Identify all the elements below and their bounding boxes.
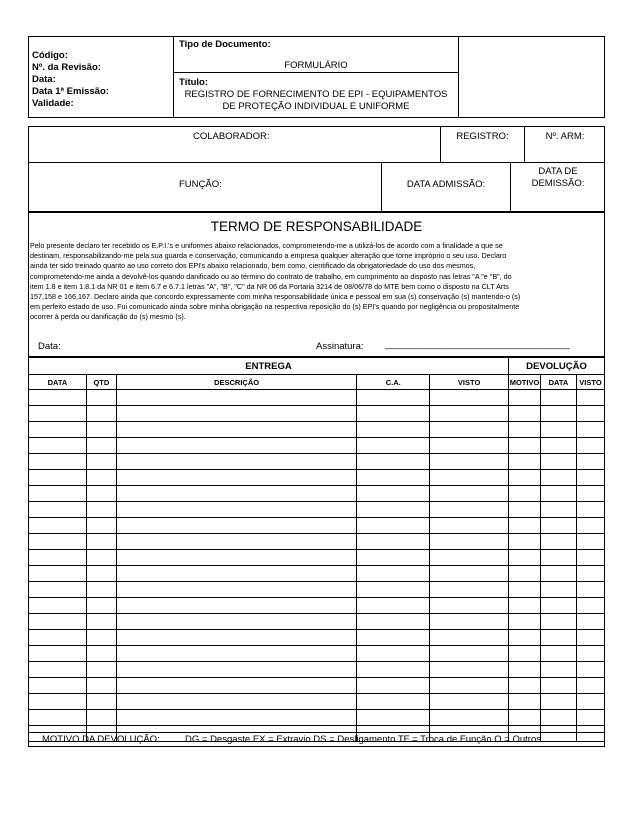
table-cell[interactable] [29,630,87,646]
termo-line: destinam, responsabilizando-me pela sua guarda e conservação, comunicando a empresa qualquer alteração que torne impróprio o seu uso. Declaro [30,251,507,261]
validade-label: Validade: [32,98,74,109]
table-cell[interactable] [357,662,430,678]
table-row [29,438,605,454]
col-visto: VISTO [430,375,509,390]
table-cell[interactable] [116,534,356,550]
table-cell[interactable] [576,678,604,694]
table-cell[interactable] [576,550,604,566]
table-cell[interactable] [430,486,509,502]
table-row [29,406,605,422]
table-cell[interactable] [576,662,604,678]
table-cell[interactable] [509,646,541,662]
col-data: DATA [29,375,87,390]
column-header-row [29,375,605,390]
table-cell[interactable] [576,518,604,534]
table-cell[interactable] [509,630,541,646]
table-cell[interactable] [541,406,577,422]
table-row [29,694,605,710]
table-cell[interactable] [576,534,604,550]
termo-title: TERMO DE RESPONSABILIDADE [210,219,423,234]
table-cell[interactable] [541,390,577,406]
entrega-header: ENTREGA [29,358,509,375]
table-cell[interactable] [430,550,509,566]
table-cell[interactable] [576,630,604,646]
table-cell[interactable] [509,502,541,518]
table-cell[interactable] [509,454,541,470]
table-cell[interactable] [29,598,87,614]
table-cell[interactable] [86,518,116,534]
epi-table [28,357,605,742]
table-cell[interactable] [86,710,116,726]
table-cell[interactable] [29,710,87,726]
table-cell[interactable] [509,550,541,566]
table-cell[interactable] [357,614,430,630]
table-cell[interactable] [86,694,116,710]
devolucao-header: DEVOLUÇÃO [509,358,605,375]
table-cell[interactable] [116,470,356,486]
table-cell[interactable] [576,710,604,726]
table-cell[interactable] [116,486,356,502]
footer-legend: DG = Desgaste EX = Extravio DS = Desligamento TF = Troca de Função O = Outros [185,734,541,745]
table-cell[interactable] [509,582,541,598]
data-label: Data: [32,74,56,85]
table-cell[interactable] [357,534,430,550]
col-data-dev: DATA [541,375,577,390]
table-cell[interactable] [430,566,509,582]
demissao-line-1: DATA DE [538,166,578,177]
table-cell[interactable] [357,406,430,422]
table-cell[interactable] [116,518,356,534]
table-cell[interactable] [29,614,87,630]
table-cell[interactable] [541,454,577,470]
table-cell[interactable] [86,470,116,486]
table-cell[interactable] [116,550,356,566]
table-cell[interactable] [116,614,356,630]
termo-line: Pelo presente declaro ter recebido os E.P.I.'s e uniformes abaixo relacionados, comprometendo-me a utilizá-los de acordo com a finalidade a que se [30,241,503,250]
table-cell[interactable] [576,454,604,470]
table-cell[interactable] [357,502,430,518]
table-cell[interactable] [29,390,87,406]
table-row [29,582,605,598]
table-cell[interactable] [86,646,116,662]
table-cell[interactable] [430,630,509,646]
assinatura-line[interactable]: ___________________________________ [385,339,570,350]
table-cell[interactable] [29,534,87,550]
table-row [29,678,605,694]
table-cell[interactable] [86,566,116,582]
table-cell[interactable] [430,390,509,406]
table-cell[interactable] [430,406,509,422]
table-row [29,486,605,502]
header-left-fields [32,50,172,110]
arm-label: Nº. ARM: [545,131,585,142]
header-divider-h [173,72,458,73]
revisao-label: Nº. da Revisão: [32,62,101,73]
table-cell[interactable] [430,502,509,518]
table-cell[interactable] [86,406,116,422]
table-cell[interactable] [86,614,116,630]
table-cell[interactable] [29,694,87,710]
emissao-label: Data 1ª Emissão: [32,86,109,97]
table-cell[interactable] [509,598,541,614]
title-line-1: REGISTRO DE FORNECIMENTO DE EPI - EQUIPAMENTOS [184,89,448,100]
table-row [29,550,605,566]
table-cell[interactable] [29,662,87,678]
table-cell[interactable] [541,534,577,550]
table-cell[interactable] [86,486,116,502]
table-row [29,598,605,614]
table-cell[interactable] [509,486,541,502]
table-row [29,422,605,438]
termo-line: ainda ter sido treinado quanto ao uso correto dos EPI's abaixo relacionado, bem como, cientificado da obrigatoriedade do uso dos mesmos, [30,261,476,271]
table-cell[interactable] [541,614,577,630]
table-cell[interactable] [541,486,577,502]
table-cell[interactable] [509,518,541,534]
table-cell[interactable] [86,630,116,646]
assinatura-label: Assinatura: [316,341,364,352]
table-cell[interactable] [430,534,509,550]
table-cell[interactable] [116,678,356,694]
table-cell[interactable] [430,438,509,454]
codigo-label: Código: [32,50,68,61]
table-cell[interactable] [576,438,604,454]
table-cell[interactable] [509,390,541,406]
table-cell[interactable] [576,502,604,518]
table-row [29,470,605,486]
table-cell[interactable] [509,406,541,422]
col-ca: C.A. [357,375,430,390]
termo-line: ocorrer à perda ou danificação do (s) mesmo (s). [30,312,186,322]
table-cell[interactable] [541,646,577,662]
table-cell[interactable] [357,518,430,534]
table-cell[interactable] [357,390,430,406]
table-cell[interactable] [541,694,577,710]
table-cell[interactable] [29,406,87,422]
table-cell[interactable] [430,614,509,630]
table-cell[interactable] [357,454,430,470]
table-cell[interactable] [541,470,577,486]
table-cell[interactable] [357,646,430,662]
table-cell[interactable] [541,518,577,534]
funcao-label: FUNÇÃO: [179,179,222,190]
table-cell[interactable] [29,438,87,454]
table-cell[interactable] [86,598,116,614]
table-cell[interactable] [357,566,430,582]
table-cell[interactable] [86,502,116,518]
termo-line: 157,158 e 166,167. Declaro ainda que concordo expressamente com minha responsabilidade única e pessoal em sua (s) conservação (s) mantendo-o (s) [30,292,521,302]
table-cell[interactable] [541,582,577,598]
table-row [29,646,605,662]
table-cell[interactable] [509,662,541,678]
table-row [29,614,605,630]
table-cell[interactable] [86,422,116,438]
table-cell[interactable] [430,710,509,726]
table-cell[interactable] [86,582,116,598]
col-visto-dev: VISTO [576,375,604,390]
table-cell[interactable] [576,406,604,422]
table-cell[interactable] [116,646,356,662]
title-label: Título: [179,77,209,88]
col-descricao: DESCRIÇÃO [116,375,356,390]
table-cell[interactable] [357,678,430,694]
table-cell[interactable] [509,470,541,486]
table-cell[interactable] [116,422,356,438]
table-cell[interactable] [430,598,509,614]
table-cell[interactable] [541,550,577,566]
table-cell[interactable] [509,422,541,438]
table-cell[interactable] [357,582,430,598]
table-cell[interactable] [541,662,577,678]
termo-line: item 1.8 e item 1.8.1 da NR 01 e item 6.7 e 6.7.1 letras "A", "B", "C" da NR 06 da Portaria 3214 de 08/06/78 do MTE bem como o disposto na CLT Arts [30,281,509,291]
table-cell[interactable] [541,438,577,454]
table-cell[interactable] [29,454,87,470]
termo-text [30,241,603,323]
table-cell[interactable] [509,566,541,582]
table-cell[interactable] [116,630,356,646]
table-cell[interactable] [86,438,116,454]
table-cell[interactable] [29,646,87,662]
table-cell[interactable] [29,582,87,598]
table-cell[interactable] [29,550,87,566]
table-cell[interactable] [430,454,509,470]
demissao-line-2: DEMISSÃO: [531,178,585,189]
table-cell[interactable] [86,550,116,566]
table-cell[interactable] [116,566,356,582]
table-cell[interactable] [541,566,577,582]
table-cell[interactable] [116,598,356,614]
table-cell[interactable] [116,438,356,454]
table-cell[interactable] [576,598,604,614]
table-cell[interactable] [357,422,430,438]
table-cell[interactable] [29,486,87,502]
title-line-2: DE PROTEÇÃO INDIVIDUAL E UNIFORME [222,101,410,112]
table-cell[interactable] [430,646,509,662]
table-cell[interactable] [29,502,87,518]
table-row [29,710,605,726]
table-cell[interactable] [576,422,604,438]
table-cell[interactable] [29,518,87,534]
table-cell[interactable] [576,566,604,582]
table-cell[interactable] [576,694,604,710]
col-motivo: MOTIVO [509,375,541,390]
demissao-label [511,166,605,190]
table-row [29,662,605,678]
table-cell[interactable] [86,678,116,694]
table-cell[interactable] [509,710,541,726]
table-cell[interactable] [576,486,604,502]
table-cell[interactable] [541,422,577,438]
table-cell[interactable] [357,438,430,454]
table-cell[interactable] [357,694,430,710]
table-cell[interactable] [86,454,116,470]
table-cell[interactable] [116,694,356,710]
table-cell[interactable] [357,630,430,646]
table-cell[interactable] [509,694,541,710]
table-cell[interactable] [116,390,356,406]
footer-label: MOTIVO DA DEVOLUÇÃO: [42,734,160,745]
sign-data-label: Data: [38,341,61,352]
table-cell[interactable] [116,406,356,422]
group-header-row [29,358,605,375]
doc-type-value: FORMULÁRIO [284,60,348,71]
table-cell[interactable] [509,438,541,454]
table-cell[interactable] [430,662,509,678]
table-cell[interactable] [576,390,604,406]
table-cell[interactable] [29,470,87,486]
table-cell[interactable] [509,614,541,630]
table-cell[interactable] [430,694,509,710]
table-row [29,390,605,406]
table-cell[interactable] [430,518,509,534]
table-row [29,518,605,534]
table-row [29,630,605,646]
table-cell[interactable] [357,470,430,486]
table-cell[interactable] [357,486,430,502]
table-body [29,390,605,742]
table-cell[interactable] [541,598,577,614]
colaborador-label: COLABORADOR: [193,131,270,142]
table-cell[interactable] [116,582,356,598]
doc-type-label: Tipo de Documento: [179,39,271,50]
table-cell[interactable] [430,470,509,486]
info-row-divider [28,162,605,163]
table-cell[interactable] [357,550,430,566]
table-cell[interactable] [29,678,87,694]
table-cell[interactable] [116,454,356,470]
table-cell[interactable] [86,534,116,550]
table-cell[interactable] [86,662,116,678]
table-cell[interactable] [541,710,577,726]
table-cell[interactable] [576,646,604,662]
table-row [29,566,605,582]
table-cell[interactable] [86,390,116,406]
table-row [29,502,605,518]
table-cell[interactable] [509,534,541,550]
table-cell[interactable] [430,582,509,598]
admissao-label: DATA ADMISSÃO: [406,179,486,190]
table-cell[interactable] [541,630,577,646]
table-cell[interactable] [509,678,541,694]
table-row [29,534,605,550]
table-cell[interactable] [576,614,604,630]
table-cell[interactable] [357,598,430,614]
table-cell[interactable] [29,422,87,438]
table-cell[interactable] [357,710,430,726]
header-divider-2 [458,36,459,118]
table-row [29,454,605,470]
table-cell[interactable] [430,678,509,694]
termo-line: em perfeito estado de uso. Fui comunicado ainda sobre minha obrigação na respectiva reposição do (s) EPI's quando por negligência ou propositalmente [30,302,520,312]
termo-line: comprometendo-me ainda a devolvê-los quando danificado ou ao término do contrato de trabalho, em cumprimento ao disposto nas letras "A "e "B", do [30,271,512,281]
table-cell[interactable] [541,502,577,518]
table-cell[interactable] [430,422,509,438]
table-cell[interactable] [576,582,604,598]
col-qtd: QTD [86,375,116,390]
table-cell[interactable] [116,502,356,518]
table-cell[interactable] [116,710,356,726]
table-cell[interactable] [576,470,604,486]
table-cell[interactable] [116,662,356,678]
table-cell[interactable] [29,566,87,582]
registro-label: REGISTRO: [456,131,509,142]
table-cell[interactable] [541,678,577,694]
